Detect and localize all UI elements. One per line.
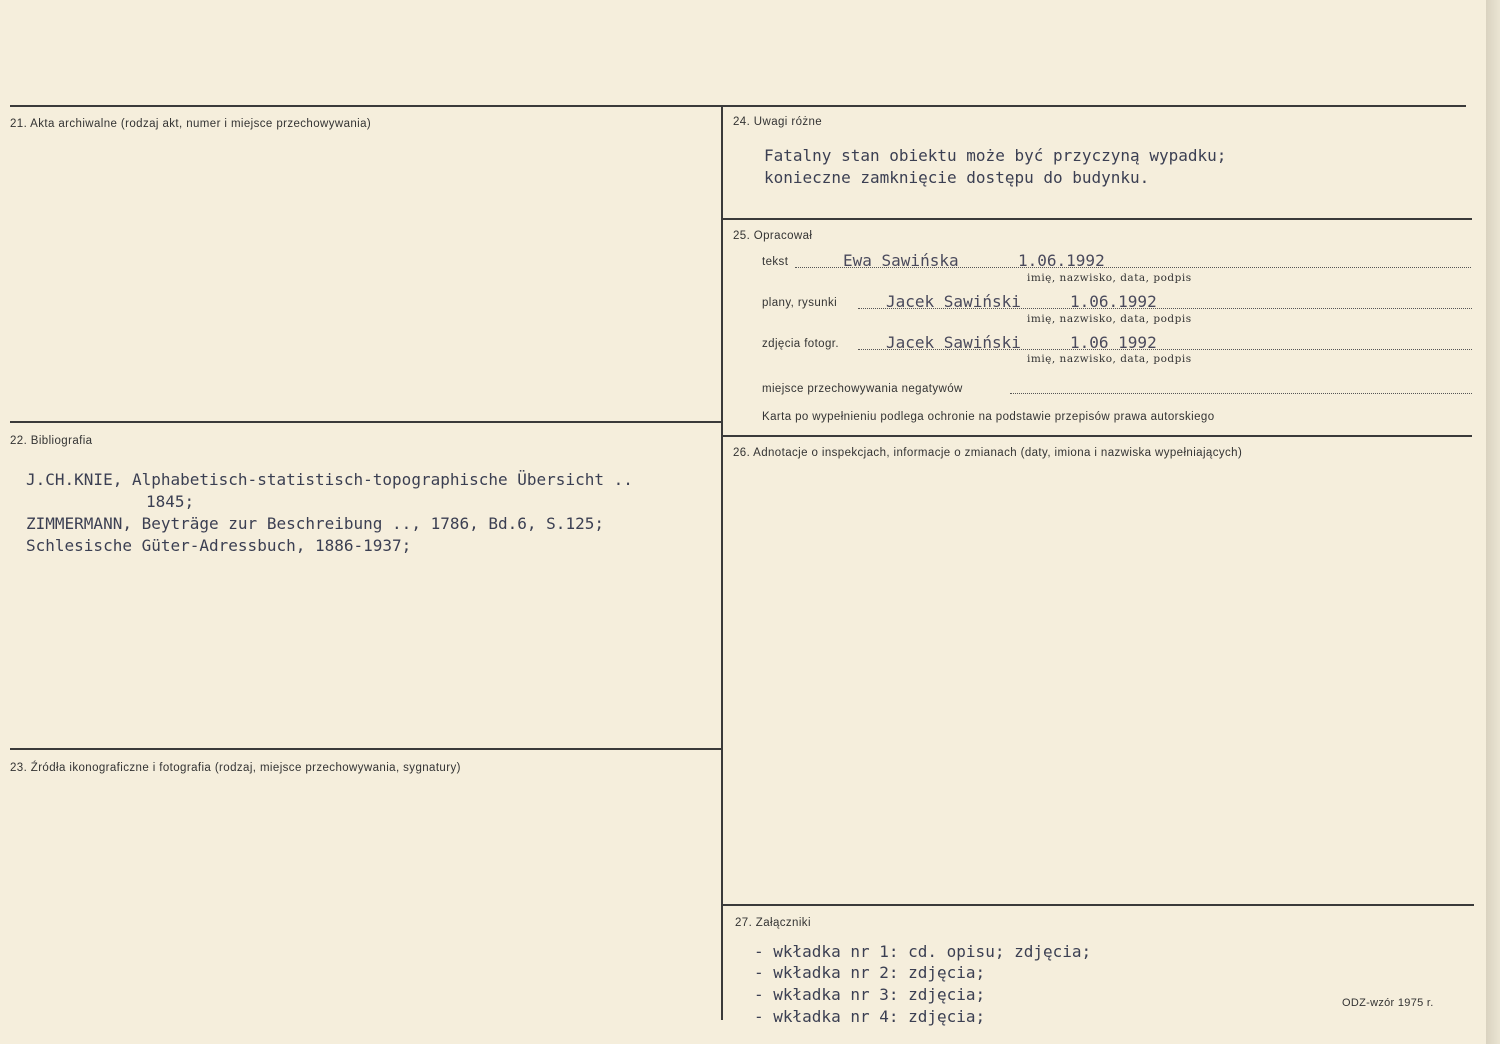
rule-21-22 <box>10 421 721 423</box>
attachment-item-4: - wkładka nr 4: zdjęcia; <box>754 1007 986 1026</box>
remarks-line-2: konieczne zamknięcie dostępu do budynku. <box>764 168 1150 187</box>
section-26-label: 26. Adnotacje o inspekcjach, informacje o zmianach (daty, imiona i nazwiska wypełniających) <box>733 447 1243 459</box>
zdjecia-caption: imię, nazwisko, data, podpis <box>1027 353 1192 365</box>
section-25-label: 25. Opracował <box>733 230 813 242</box>
rule-26-27 <box>722 904 1474 906</box>
negatywy-dotline <box>1010 393 1472 394</box>
bibliography-line-2: 1845; <box>146 492 195 511</box>
rule-25-26 <box>722 435 1472 437</box>
bibliography-line-3: ZIMMERMANN, Beyträge zur Beschreibung .., 1786, Bd.6, S.125; <box>26 514 604 533</box>
section-22-label: 22. Bibliografia <box>10 435 93 447</box>
negatywy-label: miejsce przechowywania negatywów <box>762 383 963 395</box>
center-divider <box>721 106 723 1020</box>
plany-label: plany, rysunki <box>762 297 838 309</box>
section-27-label: 27. Załączniki <box>735 917 811 929</box>
attachment-item-1: - wkładka nr 1: cd. opisu; zdjęcia; <box>754 942 1092 961</box>
attachment-item-3: - wkładka nr 3: zdjęcia; <box>754 985 986 1004</box>
section-23-label: 23. Źródła ikonograficzne i fotografia (rodzaj, miejsce przechowywania, sygnatury) <box>10 762 461 774</box>
top-rule <box>10 105 1466 107</box>
copyright-note: Karta po wypełnieniu podlega ochronie na podstawie przepisów prawa autorskiego <box>762 411 1215 423</box>
plany-author: Jacek Sawiński <box>886 292 1021 311</box>
rule-24-25 <box>722 218 1472 220</box>
remarks-line-1: Fatalny stan obiektu może być przyczyną wypadku; <box>764 146 1227 165</box>
tekst-author: Ewa Sawińska <box>843 251 959 270</box>
section-24-label: 24. Uwagi różne <box>733 116 823 128</box>
tekst-date: 1.06.1992 <box>1018 251 1105 270</box>
bibliography-line-1: J.CH.KNIE, Alphabetisch-statistisch-topographische Übersicht .. <box>26 470 633 489</box>
form-id: ODZ-wzór 1975 r. <box>1342 997 1434 1009</box>
section-21-label: 21. Akta archiwalne (rodzaj akt, numer i miejsce przechowywania) <box>10 118 372 130</box>
zdjecia-author: Jacek Sawiński <box>886 333 1021 352</box>
zdjecia-label: zdjęcia fotogr. <box>762 338 839 350</box>
zdjecia-date: 1.06 1992 <box>1070 333 1157 352</box>
tekst-label: tekst <box>762 256 789 268</box>
rule-22-23 <box>10 748 721 750</box>
plany-caption: imię, nazwisko, data, podpis <box>1027 313 1192 325</box>
tekst-caption: imię, nazwisko, data, podpis <box>1027 272 1192 284</box>
bibliography-line-4: Schlesische Güter-Adressbuch, 1886-1937; <box>26 536 412 555</box>
paper-edge <box>1486 0 1500 1044</box>
plany-date: 1.06.1992 <box>1070 292 1157 311</box>
attachment-item-2: - wkładka nr 2: zdjęcia; <box>754 963 986 982</box>
